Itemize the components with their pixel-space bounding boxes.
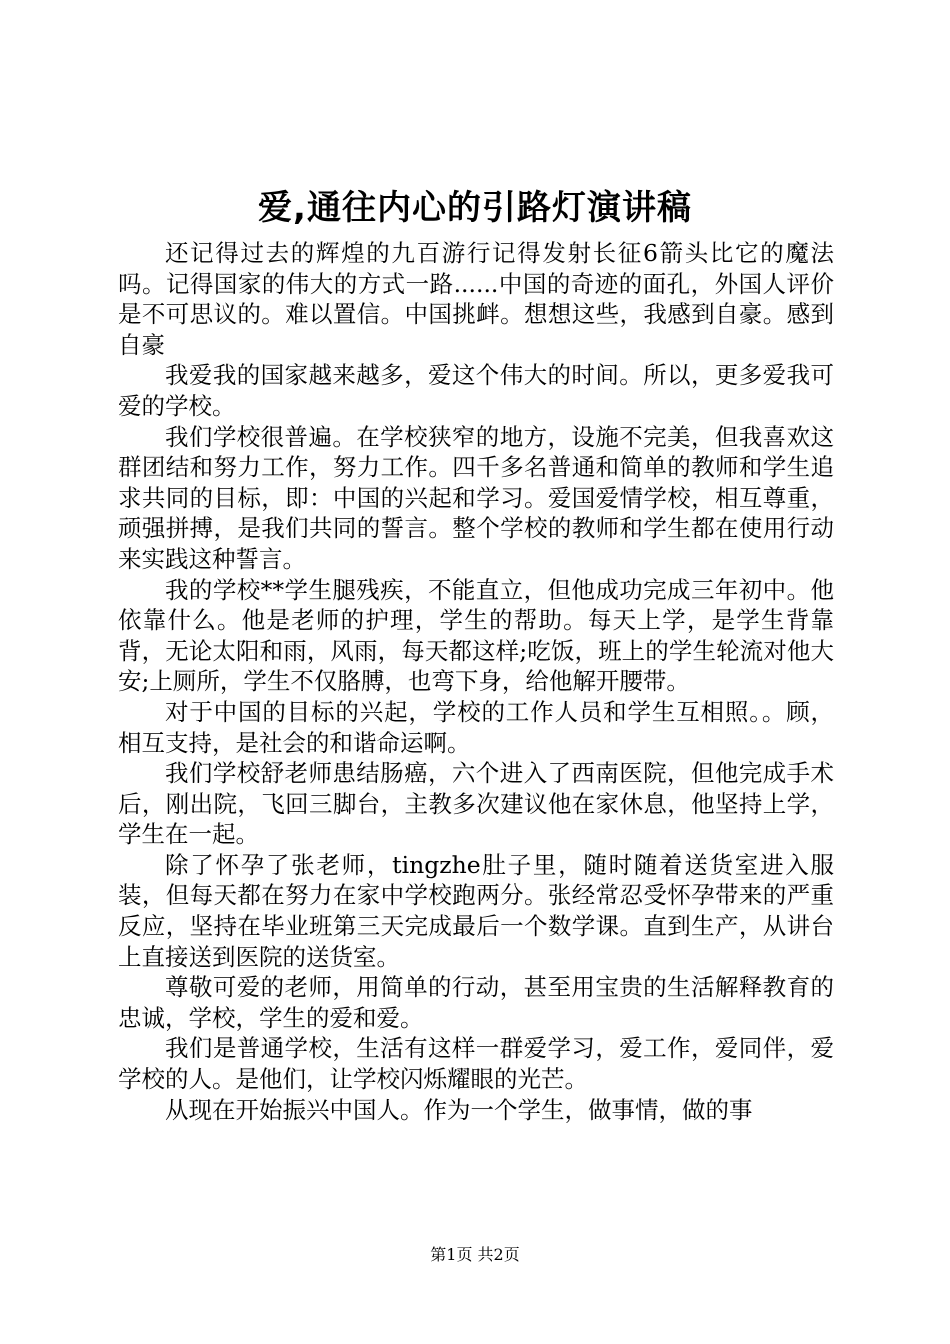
- document-title: 爱,通往内心的引路灯演讲稿: [258, 188, 692, 228]
- paragraph: 我们学校舒老师患结肠癌，六个进入了西南医院，但他完成手术后，刚出院，飞回三脚台，主教多次建议他在家休息，他坚持上学，学生在一起。: [118, 759, 834, 849]
- paragraph: 我的学校**学生腿残疾，不能直立，但他成功完成三年初中。他依靠什么。他是老师的护理，学生的帮助。每天上学，是学生背靠背，无论太阳和雨，风雨，每天都这样;吃饭，班上的学生轮流对他大安;上厕所，学生不仅胳膊，也弯下身，给他解开腰带。: [118, 575, 834, 696]
- paragraph: 我们是普通学校，生活有这样一群爱学习，爱工作，爱同伴，爱学校的人。是他们，让学校闪烁耀眼的光芒。: [118, 1034, 834, 1094]
- page-number-footer: 第1页 共2页: [430, 1245, 520, 1264]
- paragraph: 尊敬可爱的老师，用简单的行动，甚至用宝贵的生活解释教育的忠诚，学校，学生的爱和爱。: [118, 973, 834, 1032]
- paragraph: 还记得过去的辉煌的九百游行记得发射长征6箭头比它的魔法吗。记得国家的伟大的方式一路......中国的奇迹的面孔，外国人评价是不可思议的。难以置信。中国挑衅。想想这些，我感到自豪。感到自豪: [118, 239, 834, 359]
- paragraph: 对于中国的目标的兴起，学校的工作人员和学生互相照。。顾，相互支持，是社会的和谐命运啊。: [118, 697, 834, 757]
- paragraph: 我爱我的国家越来越多，爱这个伟大的时间。所以，更多爱我可爱的学校。: [118, 361, 834, 420]
- paragraph: 从现在开始振兴中国人。作为一个学生，做事情，做的事: [165, 1095, 753, 1124]
- paragraph: 除了怀孕了张老师，tingzhe肚子里，随时随着送货室进入服装，但每天都在努力在家中学校跑两分。张经常忍受怀孕带来的严重反应，坚持在毕业班第三天完成最后一个数学课。直到生产，从讲台上直接送到医院的送货室。: [118, 850, 834, 971]
- document-body: [118, 238, 834, 1125]
- paragraph: 我们学校很普遍。在学校狭窄的地方，设施不完美，但我喜欢这群团结和努力工作，努力工作。四千多名普通和简单的教师和学生追求共同的目标，即：中国的兴起和学习。爱国爱情学校，相互尊重，顽强拼搏，是我们共同的誓言。整个学校的教师和学生都在使用行动来实践这种誓言。: [118, 422, 834, 573]
